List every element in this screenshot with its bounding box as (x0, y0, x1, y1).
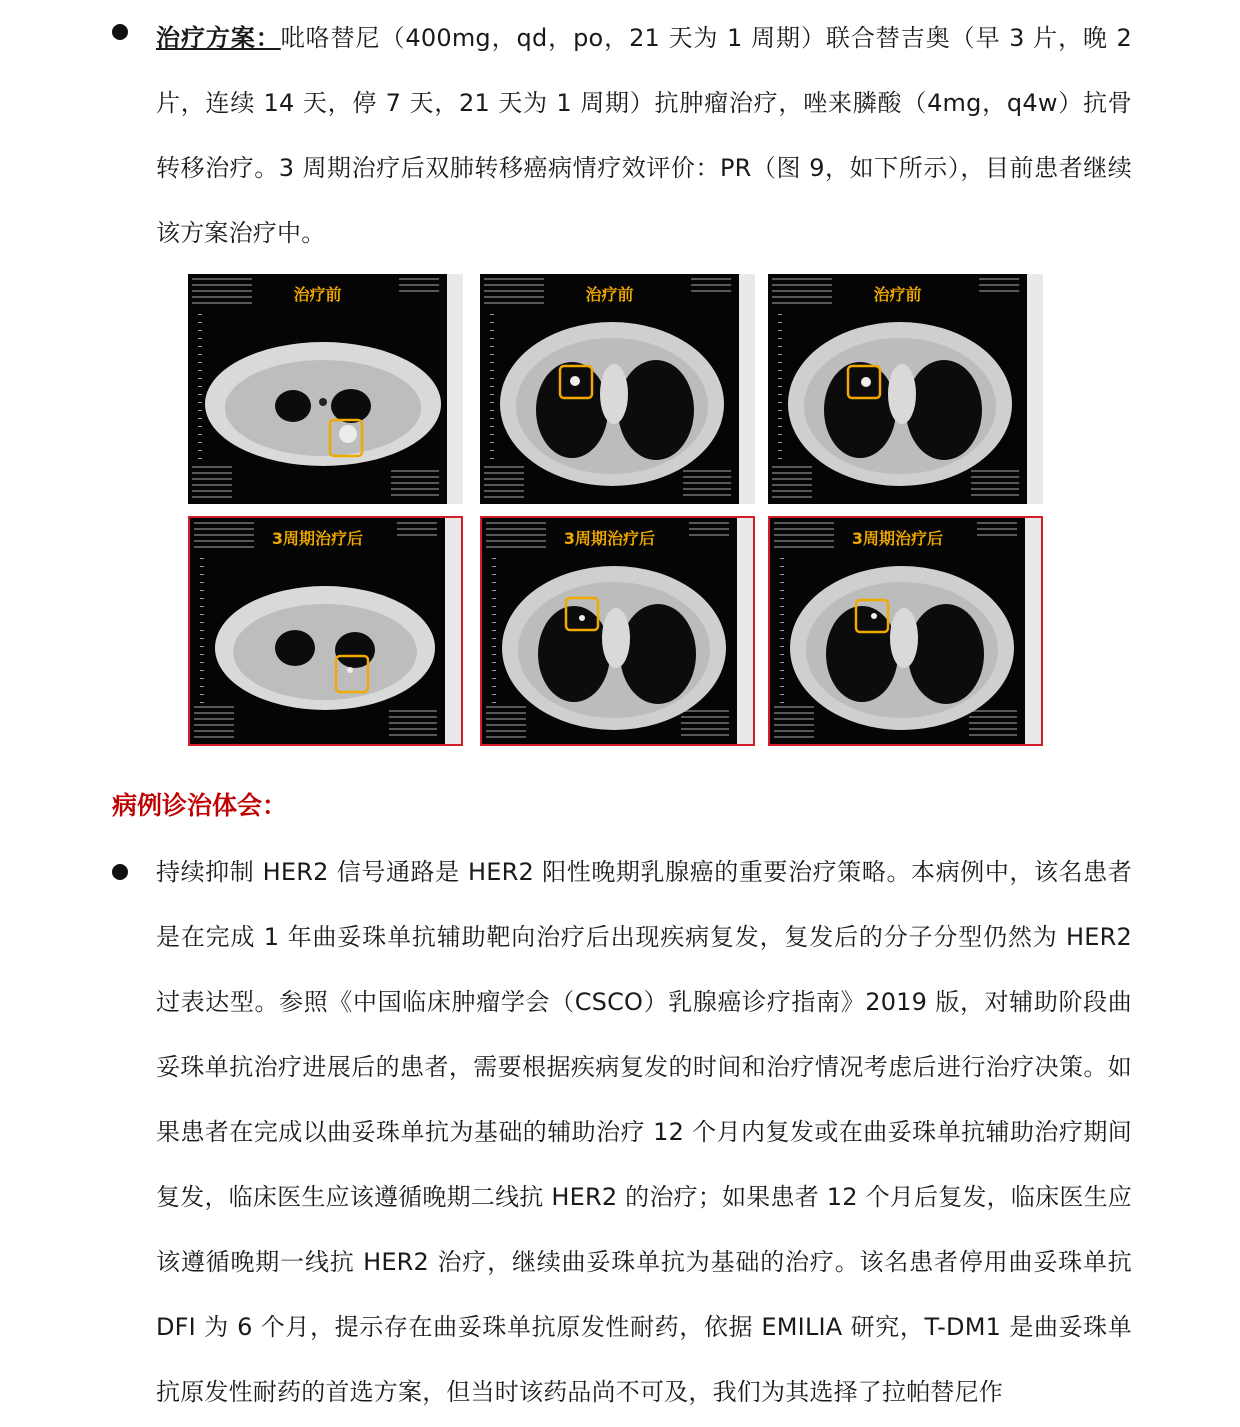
ct-after-3 (768, 516, 1043, 746)
bullet-icon (112, 864, 128, 880)
ct-before-3 (768, 274, 1043, 504)
ct-after-1 (188, 516, 463, 746)
experience-paragraph: 持续抑制 HER2 信号通路是 HER2 阳性晚期乳腺癌的重要治疗策略。本病例中，该名患者是在完成 1 年曲妥珠单抗辅助靶向治疗后出现疾病复发，复发后的分子分型仍然为 HER2 过表达型。参照《中国临床肿瘤学会（CSCO）乳腺癌诊疗指南》2019 版，对辅助阶段曲妥珠单抗治疗进展后的患者，需要根据疾病复发的时间和治疗情况考虑后进行治疗决策。如果患者在完成以曲妥珠单抗为基础的辅助治疗 12 个月内复发或在曲妥珠单抗辅助治疗期间复发，临床医生应该遵循晚期二线抗 HER2 的治疗；如果患者 12 个月后复发，临床医生应该遵循晚期一线抗 HER2 治疗，继续曲妥珠单抗为基础的治疗。该名患者停用曲妥珠单抗 DFI 为 6 个月，提示存在曲妥珠单抗原发性耐药，依据 EMILIA 研究，T-DM1 是曲妥珠单抗原发性耐药的首选方案，但当时该药品尚不可及，我们为其选择了拉帕替尼作 (156, 858, 1132, 1406)
after-treatment-label: 3周期治疗后 (563, 529, 656, 548)
section-title: 病例诊治体会： (112, 791, 288, 820)
ct-before-1 (188, 274, 463, 504)
treatment-plan-paragraph (156, 6, 1132, 266)
after-treatment-label: 3周期治疗后 (851, 529, 944, 548)
after-treatment-label: 3周期治疗后 (271, 529, 364, 548)
before-treatment-label: 治疗前 (873, 285, 922, 304)
treatment-plan-label: 治疗方案： (156, 24, 281, 52)
before-treatment-label: 治疗前 (585, 285, 634, 304)
ct-comparison-figure (188, 270, 1072, 750)
treatment-plan-text: 吡咯替尼（400mg，qd，po，21 天为 1 周期）联合替吉奥（早 3 片，晚 2 片，连续 14 天，停 7 天，21 天为 1 周期）抗肿瘤治疗，唑来膦酸（4mg，q4w）抗骨转移治疗。3 周期治疗后双肺转移癌病情疗效评价：PR（图 9，如下所示），目前患者继续该方案治疗中。 (156, 24, 1133, 247)
before-treatment-label: 治疗前 (293, 285, 342, 304)
ct-after-2 (480, 516, 755, 746)
bullet-icon (112, 24, 128, 40)
ct-before-2 (480, 274, 755, 504)
